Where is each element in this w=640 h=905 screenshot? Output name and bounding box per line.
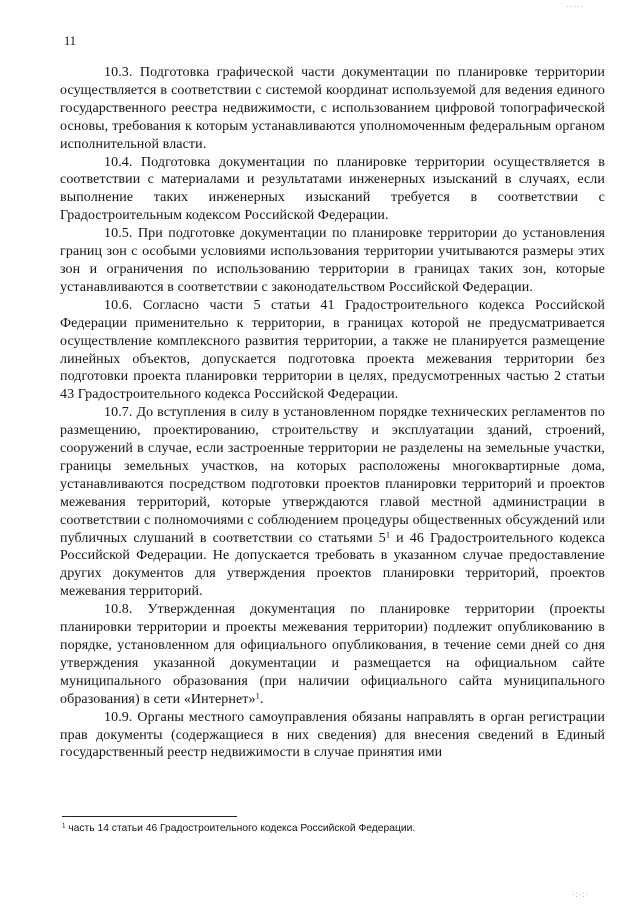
paragraph-text: 10.3. Подготовка графической части документации по планировке территории осуществляется в соответствии с системой координат используемой для ведения единого государственного реестра недвижимости, с использованием цифровой топографической основы, требования к которым устанавливаются уполномоченным федеральным органом исполнительной власти.: [60, 65, 605, 152]
scan-artifact-bottom: ·:·:·: [572, 890, 590, 899]
paragraph-text: 10.7. До вступления в силу в установленном порядке технических регламентов по размещению, проектированию, строительству и эксплуатации зданий, строений, сооружений в случае, если застроенные территории не разделены на земельные участки, границы земельных участков, на которых расположены многоквартирные дома, устанавливаются посредством подготовки проектов планировки территорий и проектов межевания территорий, которые утверждаются главой местной администрации в соответствии с полномочиями с соблюдением процедуры общественных обсуждений или публичных слушаний в соответствии со статьями 5: [60, 405, 605, 546]
paragraph-text-continued: .: [259, 691, 264, 707]
paragraph-text: 10.4. Подготовка документации по планировке территории осуществляется в соответствии с материалами и результатами инженерных изысканий в случаях, если выполнение таких инженерных изысканий требуется в соответствии с Градостроительным кодексом Российской Федерации.: [60, 154, 605, 224]
paragraph-10-3: [60, 64, 605, 154]
paragraph-10-5: [60, 225, 605, 297]
footnote-text: часть 14 статьи 46 Градостроительного кодекса Российской Федерации.: [65, 823, 416, 834]
scan-artifact-top: ·····: [566, 2, 585, 11]
paragraph-text-continued: и 46 Градостроительного кодекса Российской Федерации. Не допускается требовать в указанном случае предоставление других документов для утверждения проектов планировки территорий, проектов межевания территорий.: [60, 530, 606, 600]
paragraph-10-6: [60, 297, 605, 404]
footnote-separator: [62, 816, 237, 817]
body-text: [60, 64, 605, 762]
paragraph-text: 10.6. Согласно части 5 статьи 41 Градостроительного кодекса Российской Федерации применительно к территории, в границах которой не предусматривается осуществление комплексного развития территории, а также не планируется размещение линейных объектов, допускается подготовка проекта межевания территории без подготовки проекта планировки территории в целях, предусмотренных частью 2 статьи 43 Градостроительного кодекса Российской Федерации.: [60, 297, 605, 403]
footnote-reference: 1: [385, 529, 391, 539]
footnote-marker: 1: [62, 822, 66, 830]
paragraph-10-7: [60, 404, 605, 601]
footnote-reference: 1: [255, 691, 260, 701]
paragraph-text: 10.5. При подготовке документации по планировке территории до установления границ зон с особыми условиями использования территории учитываются размеры этих зон и ограничения по использованию территории в границах таких зон, которые устанавливаются в соответствии с законодательством Российской Федерации.: [60, 226, 605, 295]
page-number: 11: [64, 34, 77, 48]
paragraph-10-4: [60, 154, 605, 226]
footnote: [62, 822, 602, 835]
paragraph-text: 10.8. Утвержденная документация по планировке территории (проекты планировки территории и проекты межевания территории) подлежит опубликованию в порядке, установленном для официального опубликования, в течение семи дней со дня утверждения указанной документации и размещается на официальном сайте муниципального образования (при наличии официального сайта муниципального образования) в сети «Интернет»: [60, 602, 605, 707]
paragraph-10-9: [60, 709, 605, 763]
paragraph-text: 10.9. Органы местного самоуправления обязаны направлять в орган регистрации прав документы (содержащиеся в них сведения) для внесения сведений в Единый государственный реестр недвижимости в случае принятия ими: [60, 709, 605, 761]
paragraph-10-8: [60, 601, 605, 708]
